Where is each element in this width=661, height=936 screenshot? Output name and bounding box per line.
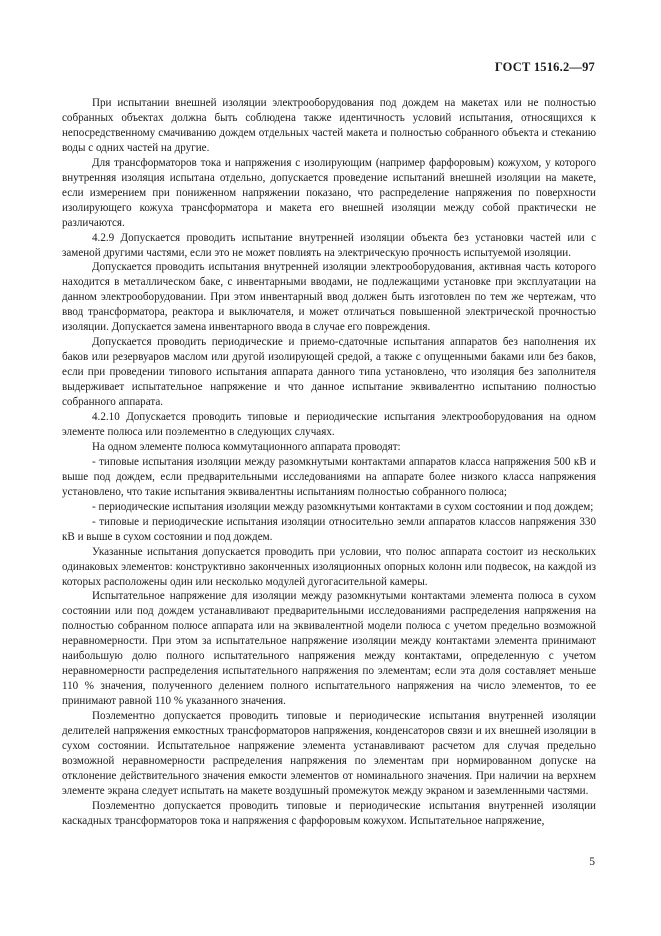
paragraph-inventory-bushings: Допускается проводить испытания внутренней изоляции электрооборудования, активная часть которого находится в металлическом баке, с инвентарными вводами, не подлежащими установке при эксплуатации на данном электрооборудовании. При этом инвентарный ввод должен быть изготовлен по тем же чертежам, что ввод трансформатора, реактора и выключателя, и может отличаться повышенной электрической прочностью изоляции. Допускается замена инвентарного ввода в случае его повреждения. bbox=[62, 261, 596, 334]
list-item-earth-insulation-330kv: - типовые и периодические испытания изоляции относительно земли аппаратов классов напряжения 330 кВ и выше в сухом состоянии и под дождем. bbox=[62, 515, 596, 543]
body-text bbox=[62, 96, 596, 829]
paragraph-clause-4-2-9: 4.2.9 Допускается проводить испытание внутренней изоляции объекта без установки частей или с заменой другими частями, если это не может повлиять на электрическую прочность испытуемой изоляции. bbox=[62, 231, 596, 259]
paragraph-capacitive-dividers: Поэлементно допускается проводить типовые и периодические испытания внутренней изоляции делителей напряжения емкостных трансформаторов напряжения, конденсаторов связи и их внешней изоляции в сухом состоянии. Испытательное напряжение элемента устанавливают расчетом для случая предельно возможной неравномерности распределения напряжения по элементам при нормированном допуске на отклонение действительного значения емкости элементов от номинального значения. При наличии на верхнем элементе экрана следует испытать на макете воздушный промежуток между экраном и заземленными частями. bbox=[62, 710, 596, 797]
paragraph-tests-without-oil: Допускается проводить периодические и приемо-сдаточные испытания аппаратов без наполнения их баков или резервуаров маслом или другой изолирующей средой, а также с опущенными баками или без баков, если при проведении типового испытания аппарата данного типа установлено, что изоляция без заполнителя выдерживает испытательное напряжение и что данное испытание эквивалентно испытанию полностью собранного аппарата. bbox=[62, 336, 596, 409]
standard-code-header: ГОСТ 1516.2—97 bbox=[494, 60, 595, 74]
paragraph-test-voltage-element: Испытательное напряжение для изоляции между разомкнутыми контактами элемента полюса в сухом состоянии или под дождем устанавливают предварительными исследованиями распределения напряжения на полностью собранном полюсе аппарата или на эквивалентной модели полюса с учетом предельно возможной неравномерности. При этом за испытательное напряжение изоляции между контактами элемента принимают наибольшую долю полного испытательного напряжения между контактами, определенную с учетом неравномерности распределения испытательного напряжения по элементам; если эта доля составляет меньше 110 % значения, полученного делением полного испытательного напряжения на число элементов, то ее принимают равной 110 % указанного значения. bbox=[62, 590, 596, 708]
paragraph-conditions: Указанные испытания допускается проводить при условии, что полюс аппарата состоит из нескольких одинаковых элементов: конструктивно законченных изоляционных опорных колонн или подвесок, на каждой из которых расположены один или несколько модулей дугогасительной камеры. bbox=[62, 545, 596, 588]
list-item-periodic-tests: - периодические испытания изоляции между разомкнутыми контактами в сухом состоянии и под дождем; bbox=[92, 500, 594, 513]
list-item-type-tests-500kv: - типовые испытания изоляции между разомкнутыми контактами аппаратов класса напряжения 500 кВ и выше под дождем, если предварительными исследованиями на аппарате более низкого класса напряжения установлено, что такие испытания эквивалентны испытаниям полностью собранного полюса; bbox=[62, 455, 596, 498]
paragraph-single-element-intro: На одном элементе полюса коммутационного аппарата проводят: bbox=[92, 440, 401, 453]
paragraph-instrument-transformers: Для трансформаторов тока и напряжения с изолирующим (например фарфоровым) кожухом, у которого внутренняя изоляция испытана отдельно, допускается проведение испытаний внешней изоляции на макете, если измерением при пониженном напряжении показано, что распределение напряжения по поверхности изолирующего кожуха трансформатора и макета его внешней изоляции между собой практически не различаются. bbox=[62, 156, 596, 229]
paragraph-clause-4-2-10: 4.2.10 Допускается проводить типовые и периодические испытания электрооборудования на одном элементе полюса или поэлементно в следующих случаях. bbox=[62, 411, 596, 438]
paragraph-rain-test-mockups: При испытании внешней изоляции электрооборудования под дождем на макетах или не полностью собранных объектах должна быть соблюдена также идентичность условий испытания, относящихся к непосредственному смачиванию дождем отдельных частей макета и полностью собранного объекта и стеканию воды с одних частей на другие. bbox=[62, 97, 596, 154]
page-number: 5 bbox=[589, 856, 595, 868]
paragraph-cascade-transformers: Поэлементно допускается проводить типовые и периодические испытания внутренней изоляции каскадных трансформаторов тока и напряжения с фарфоровым кожухом. Испытательное напряжение, bbox=[62, 799, 596, 827]
